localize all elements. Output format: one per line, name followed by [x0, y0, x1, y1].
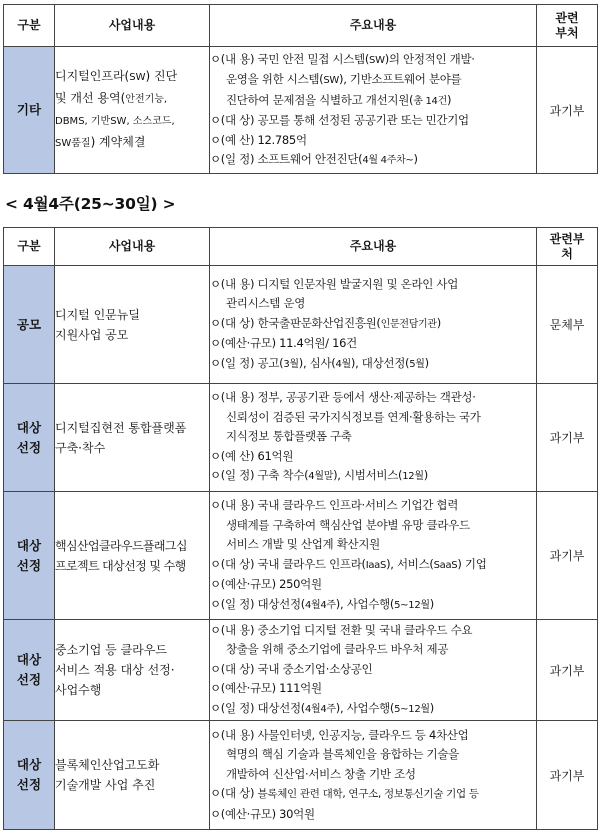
content-cell: [210, 47, 537, 174]
project-name: 블록체인산업고도화 기술개발 사업 추진: [55, 721, 210, 830]
header-content: 주요내용: [210, 5, 537, 47]
program-table-1: [3, 4, 598, 174]
table-row: [4, 266, 598, 384]
header-category: 구분: [4, 5, 55, 47]
content-line: ㅇ(일 정) 공고(3월), 심사(4월), 대상선정(5월): [210, 355, 429, 370]
ministry-cell: 문체부: [537, 266, 598, 384]
header-category: 구분: [4, 228, 55, 266]
content-line: 창출을 위해 중소기업에 클라우드 바우처 제공: [226, 642, 449, 657]
content-line: ㅇ(일 정) 대상선정(4월4주), 사업수행(5~12월): [210, 596, 434, 611]
ministry-cell: 과기부: [537, 384, 598, 492]
content-line: ㅇ(대 상) 국내 중소기업·소상공인: [210, 661, 373, 676]
table-row: [4, 492, 598, 620]
section-heading: < 4월4주(25~30일) >: [5, 195, 176, 213]
header-content: 주요내용: [210, 228, 537, 266]
content-line: ㅇ(내 용) 국내 클라우드 인프라·서비스 기업간 협력: [210, 498, 459, 512]
content-cell: [210, 620, 537, 721]
content-line: ㅇ(내 용) 중소기업 디지털 전환 및 국내 클라우드 수요: [210, 622, 473, 637]
content-line: ㅇ(예 산) 61억원: [210, 448, 294, 463]
content-line: ㅇ(예산·규모) 111억원: [210, 681, 322, 696]
ministry-cell: 과기부: [537, 492, 598, 620]
content-line: 지식정보 통합플랫폼 구축: [226, 429, 352, 444]
project-name: 디지털인프라(SW) 진단 및 개선 용역(안전기능, DBMS, 기반SW, 소스코드, SW품질) 계약체결: [55, 47, 210, 174]
category-cell: 기타: [4, 47, 55, 174]
content-line: 생태계를 구축하여 핵심산업 분야별 유망 클라우드: [226, 517, 470, 532]
content-line: ㅇ(내 용) 정부, 공공기관 등에서 생산·제공하는 객관성·: [210, 390, 476, 405]
table-row: [4, 620, 598, 721]
content-line: 개발하여 신산업·서비스 창출 기반 조성: [226, 766, 416, 781]
table-row: [4, 384, 598, 492]
content-line: ㅇ(대 상) 공모를 통해 선정된 공공기관 또는 민간기업: [210, 113, 469, 127]
header-project: 사업내용: [55, 5, 210, 47]
content-cell: [210, 384, 537, 492]
content-line: ㅇ(예산·규모) 30억원: [210, 806, 315, 821]
table-row: [4, 47, 598, 174]
content-line: 관리시스템 운영: [226, 296, 306, 311]
content-line: ㅇ(예산·규모) 11.4억원/ 16건: [210, 336, 357, 351]
header-ministry: 관련 부처: [537, 5, 598, 47]
category-cell: 대상 선정: [4, 384, 55, 492]
content-line: ㅇ(일 정) 구축 착수(4월말), 시범서비스(12월): [210, 468, 428, 483]
project-name: 디지털집현전 통합플랫폼 구축·착수: [55, 384, 210, 492]
program-table-2: [3, 227, 598, 830]
project-name: 핵심산업클라우드플래그십 프로젝트 대상선정 및 수행: [55, 492, 210, 620]
header-ministry: 관련부 처: [537, 228, 598, 266]
category-cell: 대상 선정: [4, 620, 55, 721]
content-line: 혁명의 핵심 기술과 블록체인을 융합하는 기술을: [226, 747, 459, 762]
content-line: ㅇ(예산·규모) 250억원: [210, 577, 322, 591]
content-line: ㅇ(대 상) 국내 클라우드 인프라(IaaS), 서비스(SaaS) 기업: [210, 556, 487, 571]
content-line: 신뢰성이 검증된 국가지식정보를 연계·활용하는 국가: [226, 409, 481, 424]
ministry-cell: 과기부: [537, 721, 598, 830]
content-cell: [210, 492, 537, 620]
content-line: ㅇ(내 용) 국민 안전 밀접 시스템(SW)의 안정적인 개발·: [210, 51, 475, 66]
category-cell: 대상 선정: [4, 721, 55, 830]
category-cell: 공모: [4, 266, 55, 384]
content-cell: [210, 266, 537, 384]
header-project: 사업내용: [55, 228, 210, 266]
project-name: 디지털 인문뉴딜 지원사업 공모: [55, 266, 210, 384]
project-name: 중소기업 등 클라우드 서비스 적용 대상 선정· 사업수행: [55, 620, 210, 721]
category-cell: 대상 선정: [4, 492, 55, 620]
ministry-cell: 과기부: [537, 620, 598, 721]
content-line: ㅇ(일 정) 대상선정(4월4주), 사업수행(5~12월): [210, 700, 434, 715]
content-line: ㅇ(대 상) 블록체인 관련 대학, 연구소, 정보통신기술 기업 등: [210, 786, 479, 801]
content-line: 진단하여 문제점을 식별하고 개선지원(총 14건): [226, 92, 452, 107]
content-line: 서비스 개발 및 산업계 확산지원: [226, 537, 380, 551]
content-cell: [210, 721, 537, 830]
content-line: ㅇ(대 상) 한국출판문화산업진흥원(인문전담기관): [210, 315, 441, 330]
content-line: ㅇ(예 산) 12.785억: [210, 132, 307, 147]
ministry-cell: 과기부: [537, 47, 598, 174]
content-line: 운영을 위한 시스템(SW), 기반소프트웨어 분야를: [226, 72, 462, 86]
content-line: ㅇ(내 용) 디지털 인문자원 발굴지원 및 온라인 사업: [210, 276, 459, 291]
content-line: ㅇ(일 정) 소프트웨어 안전진단(4월 4주차~): [210, 152, 418, 166]
table-row: [4, 721, 598, 830]
content-line: ㅇ(내 용) 사물인터넷, 인공지능, 클라우드 등 4차산업: [210, 727, 469, 742]
